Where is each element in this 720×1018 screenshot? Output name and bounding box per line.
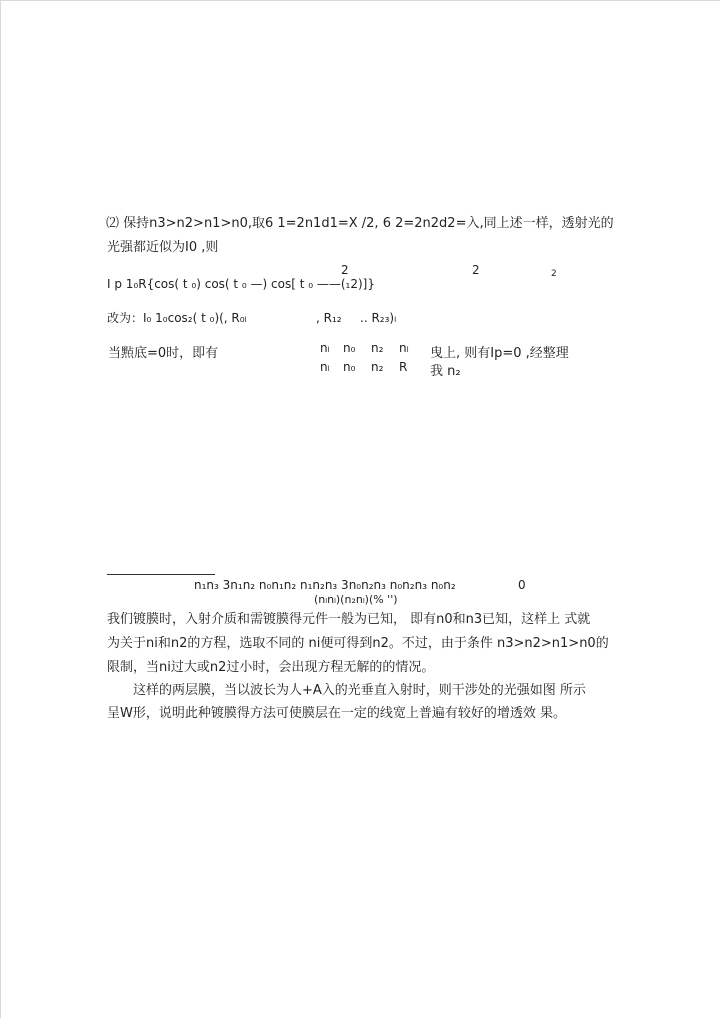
- paragraph2-line2: 呈W形，说明此种镀膜得方法可使膜层在一定的线宽上普遍有较好的增透效 果。: [107, 706, 566, 721]
- condition-row2-d: R: [399, 360, 408, 374]
- page-edge-left: [0, 0, 1, 1018]
- item2-line1: ⑵ 保持n3>n2>n1>n0,取6 1=2n1d1=X /2, 6 2=2n2d2=入,同上述一样，透射光的: [106, 216, 614, 231]
- formula1-superscript-2: 2: [472, 263, 480, 277]
- condition-row2-a: nₗ: [320, 360, 330, 374]
- equation-zero: 0: [518, 578, 526, 592]
- condition-row1-a: nₗ: [320, 341, 330, 355]
- condition-row1-c: n₂: [371, 341, 384, 355]
- condition-row1-b: n₀: [343, 341, 356, 355]
- condition-text: 当㸃底=0时，即有: [108, 346, 219, 361]
- paragraph1-line2: 为关于ni和n2的方程，选取不同的 ni便可得到n2。不过，由于条件 n3>n2>n1>n0的: [107, 636, 609, 651]
- footnote-rule: [107, 574, 215, 575]
- changed-r23: .. R₂₃)ₗ: [360, 311, 397, 325]
- condition-row1-d: nₗ: [399, 341, 409, 355]
- condition-right-line2: 我 n₂: [430, 364, 461, 379]
- condition-row2-c: n₂: [371, 360, 384, 374]
- condition-right-line1: 曳上, 则有Ip=0 ,经整理: [430, 346, 569, 361]
- changed-r12: , R₁₂: [316, 311, 342, 325]
- formula1-superscript-3: 2: [551, 269, 557, 279]
- equation-denominator: (nₗnₗ)(n₂nₗ)(% ''): [314, 593, 398, 606]
- paragraph1-line3: 限制，当ni过大或n2过小时，会出现方程无解的的情况。: [107, 660, 435, 675]
- item2-line2: 光强都近似为I0 ,则: [107, 240, 219, 255]
- page-edge-top: [0, 0, 720, 1]
- condition-row2-b: n₀: [343, 360, 356, 374]
- paragraph2-line1: 这样的两层膜，当以波长为人+A入的光垂直入射时，则干涉处的光强如图 所示: [133, 683, 586, 698]
- formula1-superscript-1: 2: [341, 263, 349, 277]
- formula1-text: I p 1₀R{cos( t ₀) cos( t ₀ —) cos[ t ₀ ——(₁2)]}: [107, 277, 376, 291]
- equation-terms: n₁n₃ 3n₁n₂ n₀n₁n₂ n₁n₂n₃ 3n₀n₂n₃ n₀n₂n₃ n₀n₂: [194, 578, 456, 592]
- paragraph1-line1: 我们镀膜时，入射介质和需镀膜得元件一般为已知， 即有n0和n3已知，这样上 式就: [107, 612, 591, 627]
- changed-formula: 改为：I₀ 1₀cos₂( t ₀)(, R₀ₗ: [107, 311, 247, 325]
